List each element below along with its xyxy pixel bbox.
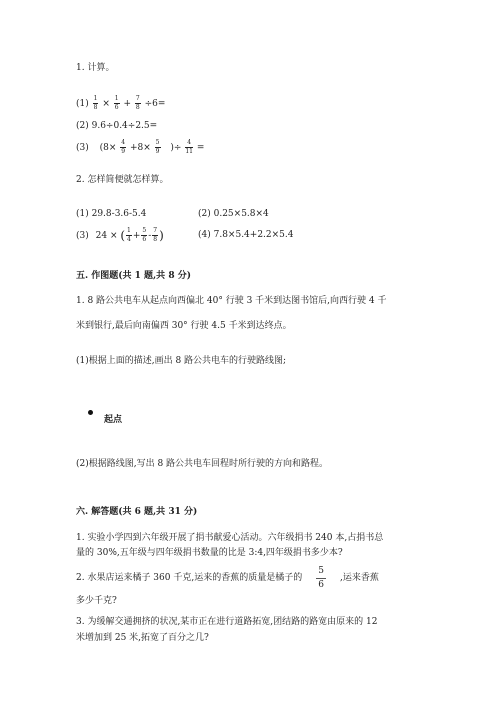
fraction: $\frac{7}{8}$ xyxy=(153,227,158,243)
section6-problem3-line2: 米增加到 25 米,拓宽了百分之几? xyxy=(76,633,209,643)
section6-problem2-line1 xyxy=(76,564,379,592)
expression-close: )÷ xyxy=(170,143,182,153)
section6-problem3-line1: 3. 为缓解交通拥挤的状况,某市正在进行道路拓宽,团结路的路宽由原来的 12 xyxy=(76,617,378,627)
section5-sub1: (1)根据上面的描述,画出 8 路公共电车的行驶路线图; xyxy=(76,356,287,366)
left-paren-icon: ( xyxy=(120,228,126,243)
expression-tail: ÷6= xyxy=(144,99,166,109)
section6-problem1-line1: 1. 实验小学四到六年级开展了捐书献爱心活动。六年级捐书 240 本,占捐书总 xyxy=(76,533,384,543)
item-number: (1) xyxy=(76,99,89,109)
expression-open: (8× xyxy=(99,143,117,153)
q1-item3 xyxy=(76,140,204,155)
problem2-text-before: 2. 水果店运来橘子 360 千克,运来的香蕉的质量是橘子的 xyxy=(76,572,303,583)
problem2-text-after: ,运来香蕉 xyxy=(339,572,379,583)
q1-item1 xyxy=(76,96,165,111)
fraction: $\frac{1}{4}$ xyxy=(127,227,131,243)
fraction: $\frac{4}{9}$ xyxy=(121,139,126,155)
item-number: (3) xyxy=(76,143,89,153)
fraction: $\frac{5}{6}$ xyxy=(142,227,147,243)
item-number: (3) xyxy=(76,231,89,241)
fraction: $\frac{5}{9}$ xyxy=(155,139,160,155)
fraction: $\frac{7}{8}$ xyxy=(135,95,140,111)
fraction: $\frac{5}{6}$ xyxy=(318,565,324,590)
section5-sub2: (2)根据路线图,写出 8 路公共电车回程时所行驶的方向和路程。 xyxy=(76,459,329,469)
section5-heading: 五. 作图题(共 1 题,共 8 分) xyxy=(76,271,191,281)
q1-heading: 1. 计算。 xyxy=(76,63,115,73)
expression-mid: +8× xyxy=(129,143,151,153)
q2-item1: (1) 29.8-3.6-5.4 xyxy=(76,209,147,219)
section5-problem-line2: 米到银行,最后向南偏西 30° 行驶 4.5 千米到达终点。 xyxy=(76,321,292,331)
expression-lead: 24 × xyxy=(95,231,118,241)
section6-heading: 六. 解答题(共 6 题,共 31 分) xyxy=(76,507,198,517)
operator: + xyxy=(132,231,141,241)
q2-item4: (4) 7.8×5.4+2.2×5.4 xyxy=(198,230,294,240)
equals: = xyxy=(196,143,205,153)
operator: - xyxy=(148,231,152,241)
fraction: $\frac{1}{8}$ xyxy=(93,95,98,111)
fraction: $\frac{1}{6}$ xyxy=(114,95,119,111)
right-paren-icon: ) xyxy=(159,228,164,243)
fraction: $\frac{4}{11}$ xyxy=(185,139,193,155)
operator: + xyxy=(123,99,131,109)
start-point-label: 起点 xyxy=(104,415,123,425)
q2-item3 xyxy=(76,228,164,243)
section5-problem-line1: 1. 8 路公共电车从起点向西偏北 40° 行驶 3 千米到达图书馆后,向西行驶 4 千 xyxy=(76,296,387,306)
q1-item2: (2) 9.6÷0.4÷2.5= xyxy=(76,121,158,131)
operator: × xyxy=(102,99,110,109)
section6-problem2-line2: 多少千克? xyxy=(76,596,117,606)
section6-problem1-line2: 量的 30%,五年级与四年级捐书数量的比是 3:4,四年级捐书多少本? xyxy=(76,548,343,558)
q2-heading: 2. 怎样简便就怎样算。 xyxy=(76,175,169,185)
q2-item2: (2) 0.25×5.8×4 xyxy=(198,209,269,219)
start-point-dot-icon xyxy=(88,410,93,415)
